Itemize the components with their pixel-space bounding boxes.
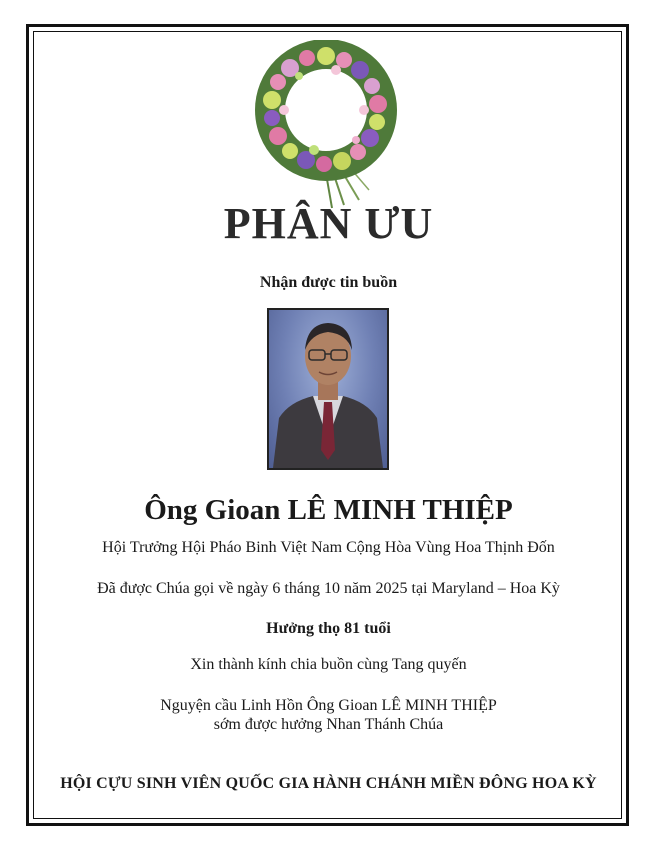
age-line: Hưởng thọ 81 tuổi bbox=[266, 620, 391, 637]
passing-line: Đã được Chúa gọi về ngày 6 tháng 10 năm 2025 tại Maryland – Hoa Kỳ bbox=[97, 580, 560, 597]
subtitle: Nhận được tin buồn bbox=[259, 274, 398, 291]
prayer-line-2: sớm được hưởng Nhan Thánh Chúa bbox=[213, 716, 444, 733]
portrait-figure-icon bbox=[269, 310, 387, 468]
prayer-line-1: Nguyện cầu Linh Hồn Ông Gioan LÊ MINH THIỆP bbox=[160, 697, 497, 714]
condolence-line: Xin thành kính chia buồn cùng Tang quyến bbox=[190, 656, 467, 673]
position-line: Hội Trưởng Hội Pháo Binh Việt Nam Cộng Hòa Vùng Hoa Thịnh Đốn bbox=[102, 539, 555, 556]
organization-signature: HỘI CỰU SINH VIÊN QUỐC GIA HÀNH CHÁNH MIỀN ĐÔNG HOA KỲ bbox=[60, 775, 597, 792]
portrait-photo bbox=[267, 308, 389, 470]
page-title: PHÂN ƯU bbox=[223, 199, 434, 248]
flower-wreath-icon bbox=[244, 40, 409, 210]
deceased-name: Ông Gioan LÊ MINH THIỆP bbox=[144, 494, 513, 526]
